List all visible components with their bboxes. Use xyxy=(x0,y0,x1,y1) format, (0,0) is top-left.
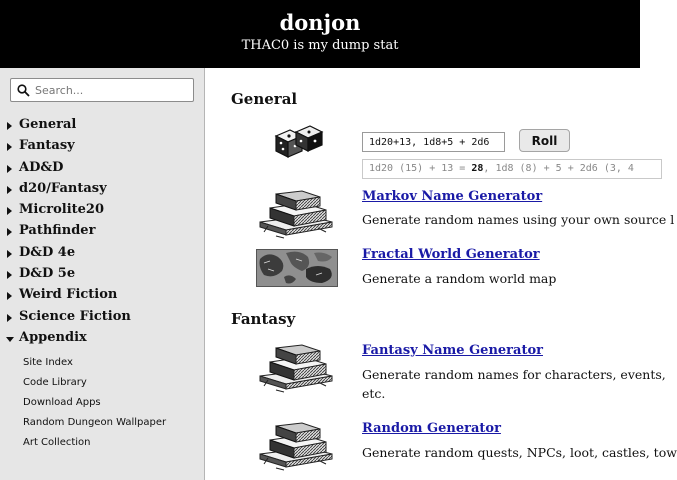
submenu-item xyxy=(0,414,205,434)
search-box[interactable] xyxy=(10,78,194,102)
caret-right-icon xyxy=(7,207,12,215)
sidebar-item-label: D&D 5e xyxy=(19,266,76,282)
dice-result-part1: 1d20 (15) + 13 = xyxy=(369,163,472,174)
sidebar-item-label: Science Fiction xyxy=(19,308,131,324)
sidebar xyxy=(0,68,205,480)
sidebar-item-dnd-4e[interactable] xyxy=(0,244,205,265)
sidebar-item-add[interactable] xyxy=(0,159,205,180)
random-generator-link[interactable]: Random Generator xyxy=(362,421,501,436)
caret-right-icon xyxy=(7,228,12,236)
section-title-fantasy: Fantasy xyxy=(231,310,296,328)
sidebar-item-weird-fiction[interactable] xyxy=(0,286,205,307)
sidebar-menu xyxy=(0,116,205,350)
site-title[interactable]: donjon xyxy=(279,10,361,35)
dice-result-part2: , 1d8 (8) + 5 + 2d6 (3, 4 xyxy=(483,163,634,174)
book-stack-icon xyxy=(256,186,338,240)
sidebar-item-pathfinder[interactable] xyxy=(0,222,205,243)
dice-result xyxy=(362,159,662,179)
submenu-link-site-index[interactable]: Site Index xyxy=(23,357,73,368)
caret-right-icon xyxy=(7,314,12,322)
random-generator-description: Generate random quests, NPCs, loot, castles, tow xyxy=(362,445,677,460)
sidebar-item-microlite20[interactable] xyxy=(0,201,205,222)
caret-right-icon xyxy=(7,271,12,279)
sidebar-item-label: Weird Fiction xyxy=(19,287,118,303)
book-stack-icon xyxy=(256,340,338,394)
sidebar-item-label: D&D 4e xyxy=(19,244,76,260)
caret-right-icon xyxy=(7,250,12,258)
caret-down-icon xyxy=(6,337,14,342)
submenu-link-dungeon-wallpaper[interactable]: Random Dungeon Wallpaper xyxy=(23,417,167,428)
sidebar-item-science-fiction[interactable] xyxy=(0,308,205,329)
submenu-link-code-library[interactable]: Code Library xyxy=(23,377,87,388)
search-input[interactable] xyxy=(35,81,189,99)
sidebar-item-label: d20/Fantasy xyxy=(19,180,107,196)
fantasy-name-generator-link[interactable]: Fantasy Name Generator xyxy=(362,343,543,358)
dice-icon xyxy=(272,124,326,160)
markov-name-generator-description: Generate random names using your own source l xyxy=(362,212,675,227)
sidebar-item-appendix[interactable] xyxy=(0,329,205,350)
main-content xyxy=(206,68,677,480)
submenu-link-download-apps[interactable]: Download Apps xyxy=(23,397,101,408)
site-subtitle: THAC0 is my dump stat xyxy=(241,38,399,53)
roll-button[interactable]: Roll xyxy=(519,129,570,152)
dice-expression-input[interactable] xyxy=(362,132,505,152)
sidebar-item-dnd-5e[interactable] xyxy=(0,265,205,286)
submenu-item xyxy=(0,434,205,454)
sidebar-item-label: Appendix xyxy=(19,329,87,345)
appendix-submenu xyxy=(0,354,205,454)
fantasy-name-generator-description-cont: etc. xyxy=(362,386,386,401)
caret-right-icon xyxy=(7,143,12,151)
sidebar-item-d20-fantasy[interactable] xyxy=(0,180,205,201)
site-header xyxy=(0,0,640,68)
sidebar-item-label: Microlite20 xyxy=(19,202,105,218)
caret-right-icon xyxy=(7,122,12,130)
caret-right-icon xyxy=(7,186,12,194)
fantasy-name-generator-description: Generate random names for characters, events, xyxy=(362,367,666,382)
fractal-world-generator-link[interactable]: Fractal World Generator xyxy=(362,247,540,262)
caret-right-icon xyxy=(7,292,12,300)
sidebar-item-label: General xyxy=(19,117,77,132)
markov-name-generator-link[interactable]: Markov Name Generator xyxy=(362,189,543,204)
submenu-item xyxy=(0,374,205,394)
submenu-item xyxy=(0,394,205,414)
caret-right-icon xyxy=(7,165,12,173)
sidebar-item-fantasy[interactable] xyxy=(0,137,205,158)
dice-result-total: 28 xyxy=(471,163,484,174)
sidebar-item-general[interactable] xyxy=(0,116,205,137)
section-title-general: General xyxy=(231,90,298,108)
sidebar-item-label: AD&D xyxy=(19,159,64,175)
world-map-icon xyxy=(256,249,338,287)
sidebar-item-label: Fantasy xyxy=(19,138,75,154)
fractal-world-generator-description: Generate a random world map xyxy=(362,271,557,286)
submenu-link-art-collection[interactable]: Art Collection xyxy=(23,437,91,448)
search-icon xyxy=(17,84,30,97)
book-stack-icon xyxy=(256,418,338,472)
sidebar-item-label: Pathfinder xyxy=(19,223,96,239)
submenu-item xyxy=(0,354,205,374)
